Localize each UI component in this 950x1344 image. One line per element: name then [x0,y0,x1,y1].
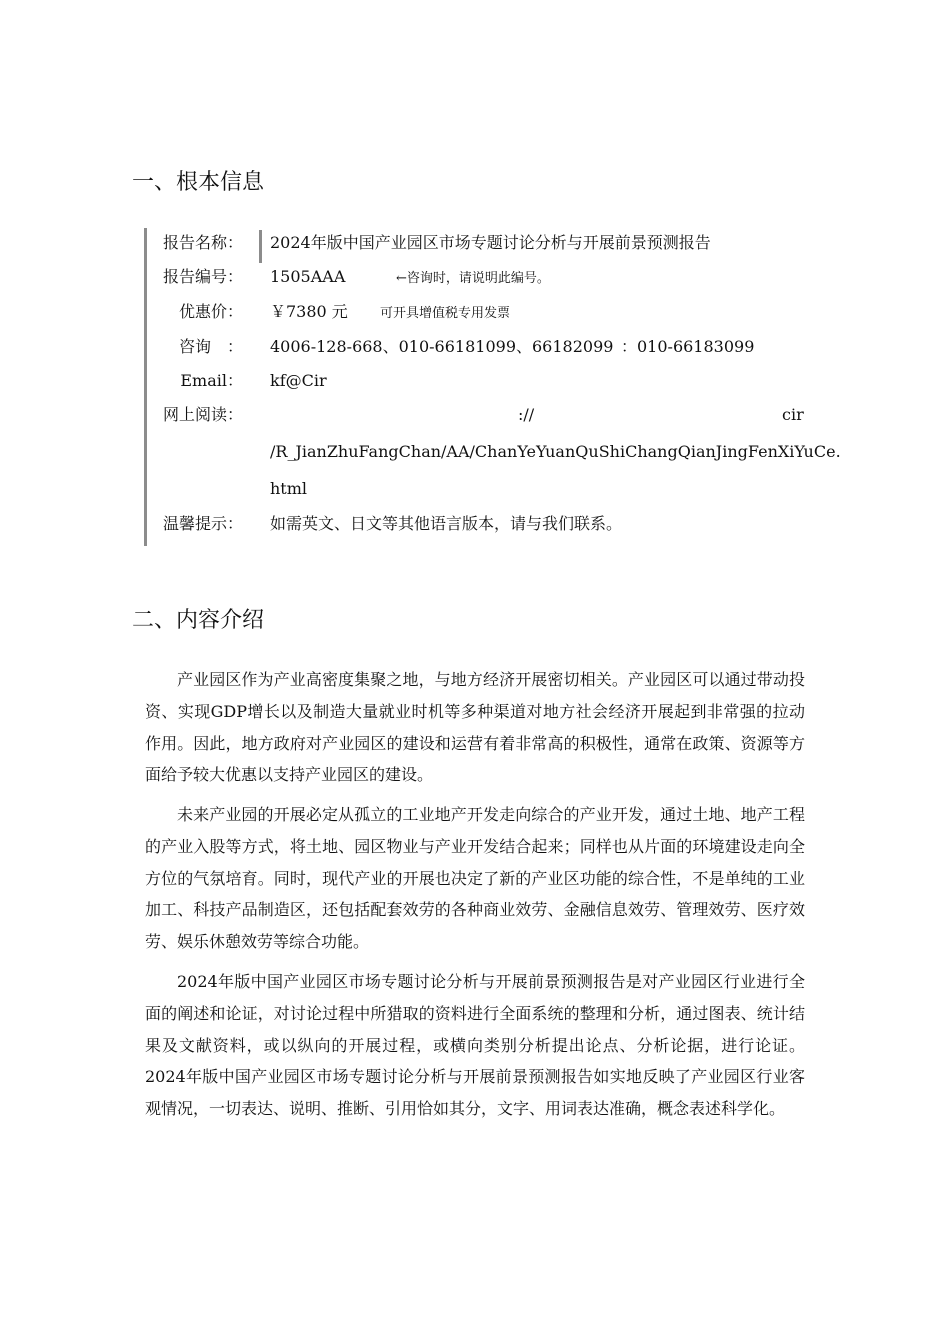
online-reading-label: 网上阅读： [162,405,243,424]
intro-paragraph-3: 2024年版中国产业园区市场专题讨论分析与开展前景预测报告是对产业园区行业进行全面的阐述和论证，对讨论过程中所猎取的资料进行全面系统的整理和分析，通过图表、统计结果及文献资料，或以纵向的开展过程，或横向类别分析提出论点、分析论据，进行论证。2024年版中国产业园区市场专题讨论分析与开展前景预测报告如实地反映了产业园区行业客观情况，一切表达、说明、推断、引用恰如其分，文字、用词表达准确，概念表述科学化。 [145,972,805,1119]
fax-value: ：010-66183099 [621,337,755,356]
invoice-note: 可开具增值税专用发票 [380,306,511,321]
report-name-label: 报告名称： [162,233,243,252]
email-label: Email： [180,371,243,390]
section-heading-basic-info: 一、根本信息 [132,170,265,195]
url-extension[interactable]: html [270,479,308,498]
url-host[interactable]: cir [782,405,804,424]
phone-value: 4006-128-668、010-66181099、66182099 [270,337,614,356]
section-heading-content-intro: 二、内容介绍 [132,608,265,633]
phone-label: 咨询 ： [178,337,243,356]
intro-paragraph-2: 未来产业园的开展必定从孤立的工业地产开发走向综合的产业开发，通过土地、地产工程的产业入股等方式，将土地、园区物业与产业开发结合起来；同样也从片面的环境建设走向全方位的气氛培育。同时，现代产业的开展也决定了新的产业区功能的综合性，不是单纯的工业加工、科技产品制造区，还包括配套效劳的各种商业效劳、金融信息效劳、管理效劳、医疗效劳、娱乐休憩效劳等综合功能。 [145,805,805,952]
report-code-label: 报告编号： [162,267,243,286]
report-code-value: 1505AAA [270,267,346,286]
report-name-value: 2024年版中国产业园区市场专题讨论分析与开展前景预测报告 [270,233,711,252]
email-link[interactable]: kf@Cir [270,371,327,390]
url-scheme-separator[interactable]: :// [518,405,535,424]
price-value: ￥7380 元 [270,302,348,321]
url-path[interactable]: /R_JianZhuFangChan/AA/ChanYeYuanQuShiChangQianJingFenXiYuCe. [270,442,841,461]
intro-paragraph-1: 产业园区作为产业高密度集聚之地，与地方经济开展密切相关。产业园区可以通过带动投资、实现GDP增长以及制造大量就业时机等多种渠道对地方社会经济开展起到非常强的拉动作用。因此，地方政府对产业园区的建设和运营有着非常高的积极性，通常在政策、资源等方面给予较大优惠以支持产业园区的建设。 [145,670,805,785]
report-name-accent-bar [259,230,262,263]
tip-label: 温馨提示： [162,514,243,533]
tip-value: 如需英文、日文等其他语言版本，请与我们联系。 [270,514,623,533]
price-label: 优惠价： [178,302,243,321]
report-code-note: ←咨询时，请说明此编号。 [396,271,550,286]
info-block-accent-bar [144,228,147,546]
